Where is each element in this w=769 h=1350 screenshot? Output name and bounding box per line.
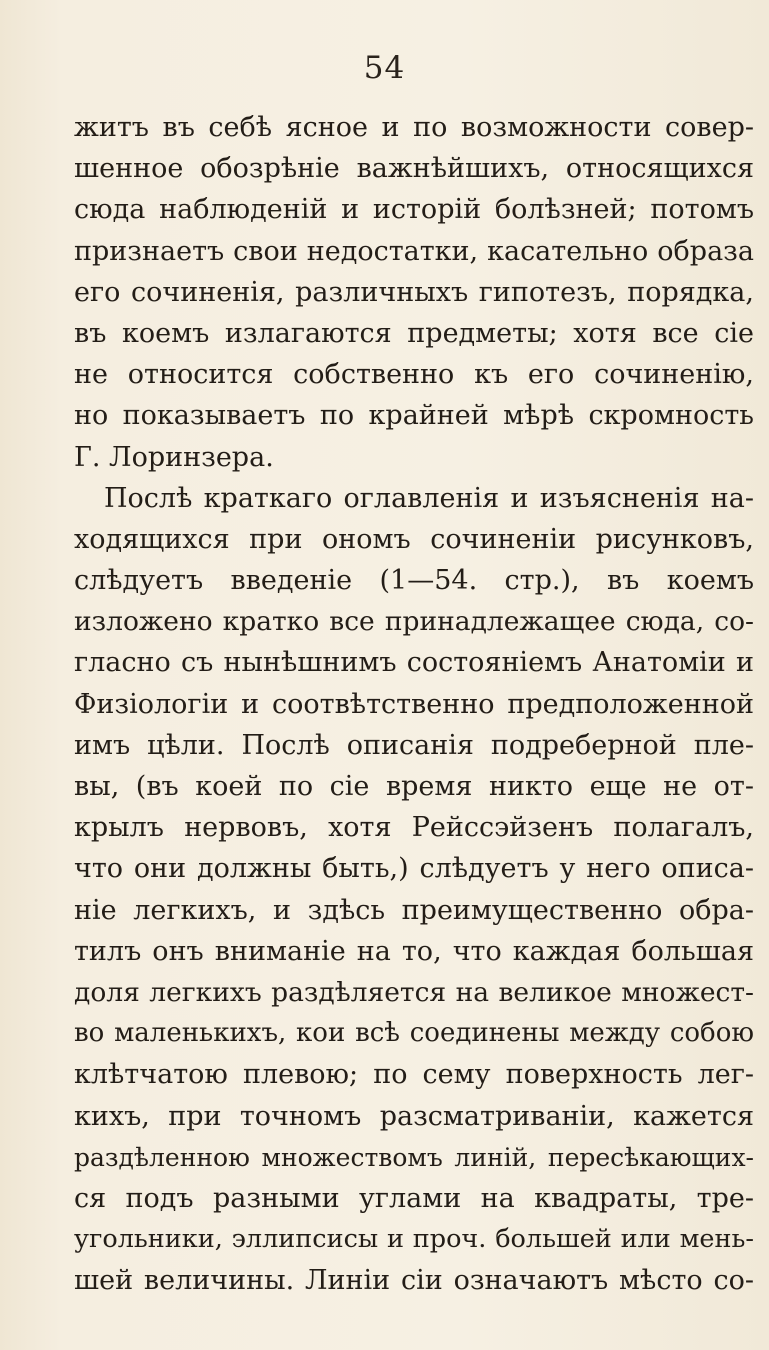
text-line: раздѣленною множествомъ линій, пересѣкающих- (74, 1142, 754, 1172)
text-line: его сочиненія, различныхъ гипотезъ, порядка, (74, 276, 754, 308)
text-line: во маленькихъ, кои всѣ соединены между собою (74, 1018, 754, 1049)
text-line: кихъ, при точномъ разсматриваніи, кажется (74, 1100, 754, 1132)
text-line: клѣтчатою плевою; по сему поверхность лег- (74, 1059, 754, 1091)
text-line: признаетъ свои недостатки, касательно образа (74, 235, 754, 267)
text-line: ходящихся при ономъ сочиненіи рисунковъ, (74, 523, 754, 555)
text-line: что они должны быть,) слѣдуетъ у него описа- (74, 853, 754, 885)
page-number: 54 (363, 50, 406, 86)
text-line: слѣдуетъ введеніе (1—54. стр.), въ коемъ (74, 565, 754, 597)
text-line: Г. Лоринзера. (74, 441, 274, 473)
text-line: въ коемъ излагаются предметы; хотя все сіе (74, 317, 754, 349)
text-line: изложено кратко все принадлежащее сюда, со- (74, 606, 754, 638)
text-line: Физіологіи и соотвѣтственно предположенной (74, 688, 754, 720)
text-line: тилъ онъ вниманіе на то, что каждая большая (74, 935, 754, 967)
text-line: угольники, эллипсисы и проч. большей или мень- (74, 1224, 754, 1255)
text-line: но показываетъ по крайней мѣрѣ скромность (74, 400, 754, 432)
text-line: крылъ нервовъ, хотя Рейссэйзенъ полагалъ, (74, 812, 754, 844)
text-line: Послѣ краткаго оглавленія и изъясненія на- (104, 482, 754, 514)
text-line: сюда наблюденій и исторій болѣзней; потомъ (74, 194, 754, 226)
text-line: житъ въ себѣ ясное и по возможности совер- (74, 112, 754, 143)
text-line: ся подъ разными углами на квадраты, тре- (74, 1182, 754, 1214)
body-text (74, 107, 754, 1301)
text-line: доля легкихъ раздѣляется на великое множест- (74, 976, 754, 1008)
text-line: имъ цѣли. Послѣ описанія подреберной пле- (74, 729, 754, 761)
text-line: вы, (въ коей по сіе время никто еще не от- (74, 771, 754, 802)
text-line: ніе легкихъ, и здѣсь преимущественно обра- (74, 894, 754, 926)
text-line: гласно съ нынѣшнимъ состояніемъ Анатоміи и (74, 647, 754, 679)
text-line: шей величины. Линіи сіи означаютъ мѣсто со- (74, 1265, 754, 1297)
text-line: шенное обозрѣніе важнѣйшихъ, относящихся (74, 153, 754, 185)
text-line: не относится собственно къ его сочиненію, (74, 359, 754, 391)
